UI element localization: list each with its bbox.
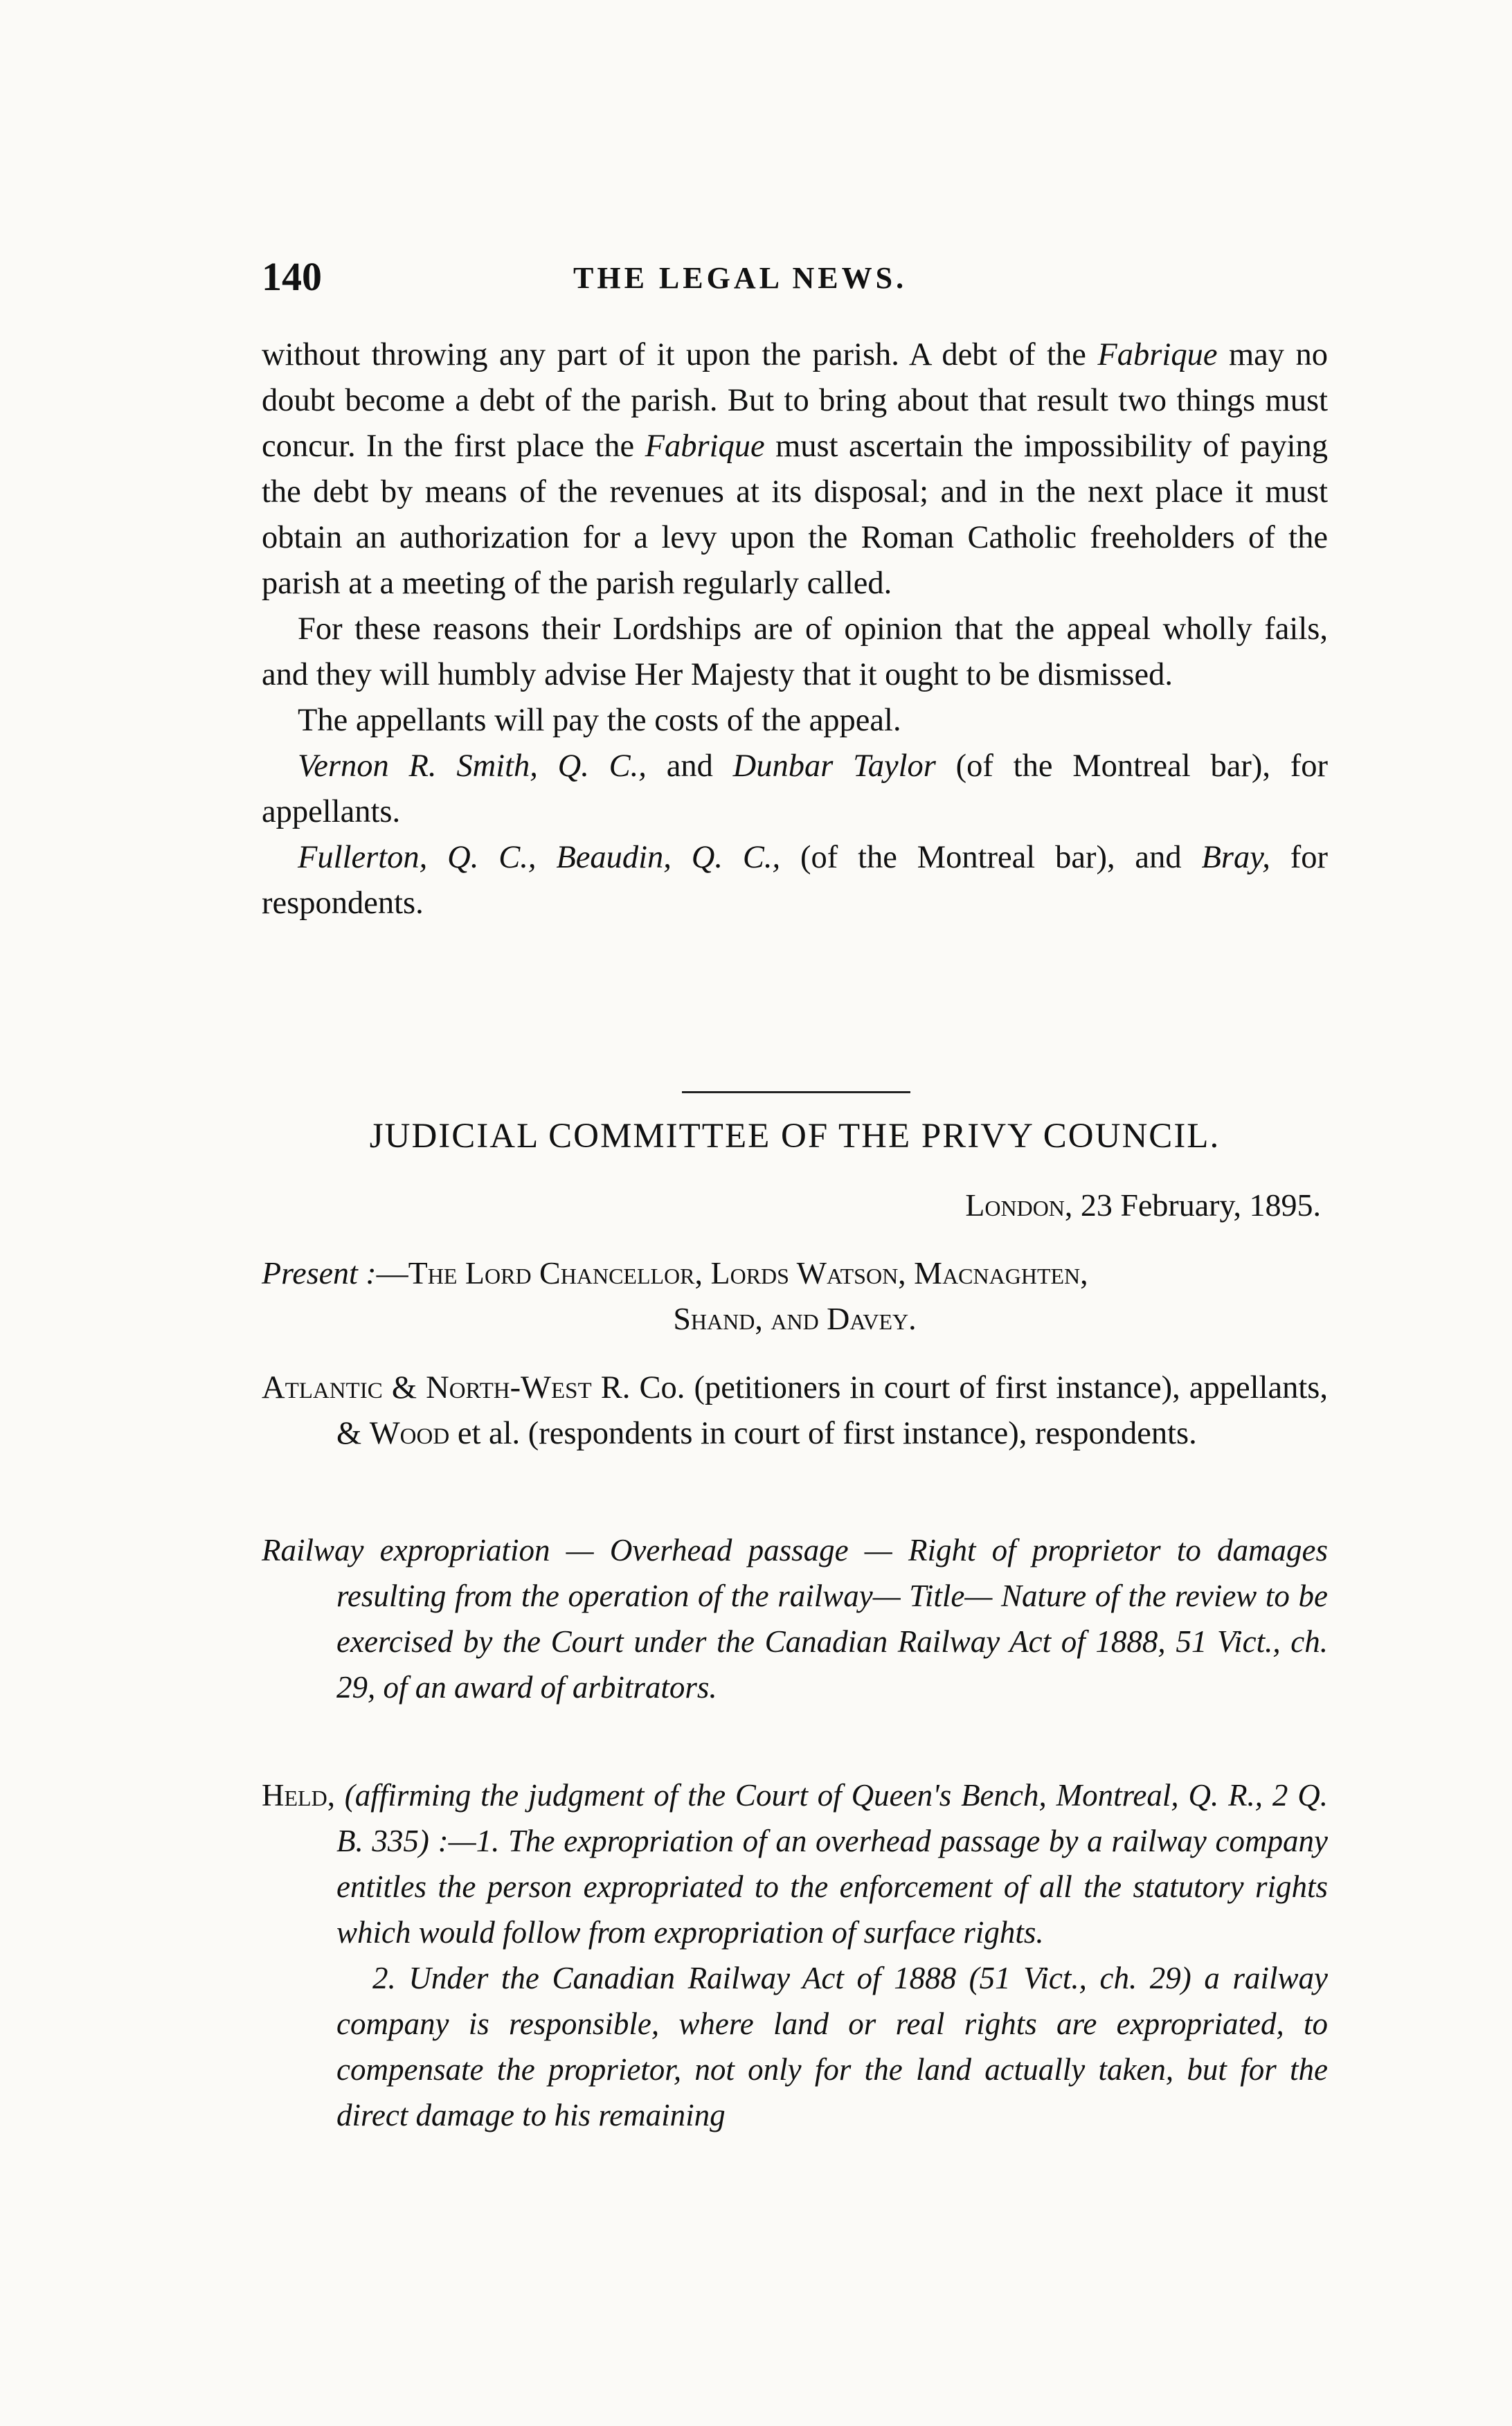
held-point-2: 2. Under the Canadian Railway Act of 1888 (51 Vict., ch. 29) a railway company is responsible, where land or real rights are expropriated, to compensate the proprietor, not only for the land actually taken, but for the direct damage to his remaining [336, 1961, 1328, 2132]
dateline: London, 23 February, 1895. [965, 1187, 1321, 1223]
case-headnote: Railway expropriation — Overhead passage — Right of proprietor to damages resulting from the operation of the railway— Title— Nature of the review to be exercised by the Court under the Canadian Railway Act of 1888, 51 Vict., ch. 29, of an award of arbitrators. [262, 1533, 1328, 1705]
paragraph-conclusion: For these reasons their Lordships are of opinion that the appeal wholly fails, and they will humbly advise Her Majesty that it ought to be dismissed. [262, 611, 1328, 692]
held-point-1: Held, (affirming the judgment of the Court of Queen's Bench, Montreal, Q. R., 2 Q. B. 335) :—1. The expropriation of an overhead passage by a railway company entitles the person expropriated to the enforcement of all the statutory rights which would follow from expropriation of surface rights. [262, 1778, 1328, 1950]
judgment-continuation [262, 332, 1328, 926]
running-title: THE LEGAL NEWS. [573, 261, 908, 295]
judges-present: Present :—The Lord Chancellor, Lords Watson, Macnaghten, Shand, and Davey. [262, 1250, 1328, 1342]
committee-heading: JUDICIAL COMMITTEE OF THE PRIVY COUNCIL. [369, 1117, 1221, 1156]
page-number: 140 [262, 254, 322, 299]
paragraph-costs: The appellants will pay the costs of the appeal. [298, 703, 901, 738]
case-parties: Atlantic & North-West R. Co. (petitioners in court of first instance), appellants, & Wood et al. (respondents in court of first instance), respondents. [262, 1370, 1328, 1451]
held-section [262, 1772, 1328, 2138]
judges-present-line2: Shand, and Davey. [673, 1301, 917, 1336]
counsel-appellants: Vernon R. Smith, Q. C., and Dunbar Taylor (of the Montreal bar), for appellants. [262, 748, 1328, 829]
counsel-respondents: Fullerton, Q. C., Beaudin, Q. C., (of the Montreal bar), and Bray, for respondents. [262, 840, 1328, 921]
section-divider [682, 1091, 910, 1093]
page-header [262, 248, 1328, 310]
paragraph-debt: without throwing any part of it upon the parish. A debt of the Fabrique may no doubt become a debt of the parish. But to bring about that result two things must concur. In the first place the Fabrique must ascertain the impossibility of paying the debt by means of the revenues at its disposal; and in the next place it must obtain an authorization for a levy upon the Roman Catholic freeholders of the parish at a meeting of the parish regularly called. [262, 337, 1328, 601]
